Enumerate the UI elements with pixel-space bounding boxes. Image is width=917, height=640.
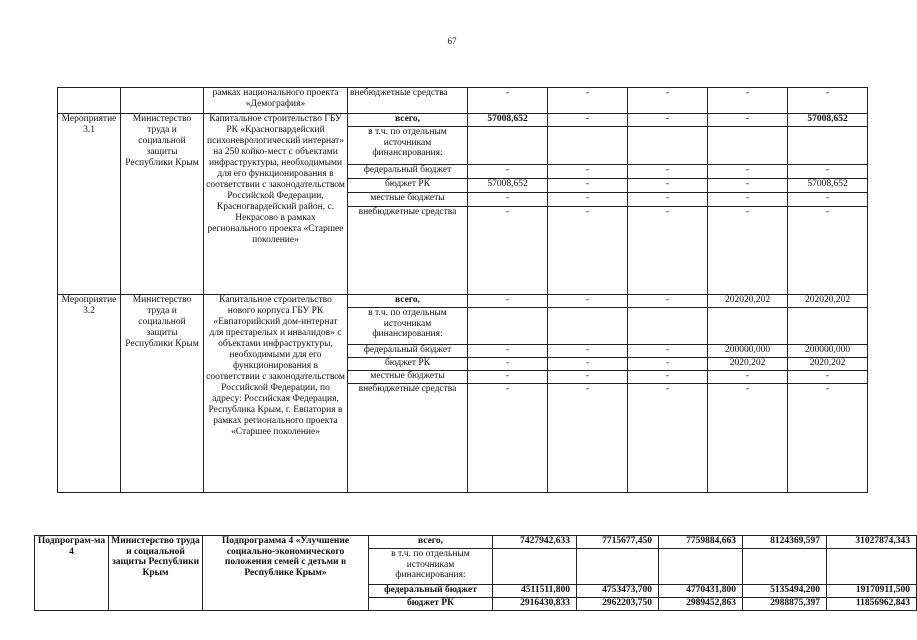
value-cell: 57008,652: [788, 179, 868, 193]
value-cell: 2916430,833: [493, 598, 577, 611]
source-cell: в т.ч. по отдельным источникам финансирования:: [348, 127, 468, 165]
value-cell: -: [468, 165, 548, 179]
value-cell: -: [548, 114, 628, 127]
value-cell: -: [548, 193, 628, 207]
value-cell: [708, 308, 788, 345]
value-cell: -: [468, 371, 548, 384]
source-cell: в т.ч. по отдельным источникам финансирования:: [348, 308, 468, 345]
value-cell: [628, 308, 708, 345]
value-cell: [468, 308, 548, 345]
source-cell: бюджет РК: [348, 179, 468, 193]
description-cell: Капитальное строительство ГБУ РК «Красногвардейский психоневрологический интернат» на 250 койко-мест с объектами инфраструктуры, необходимыми для его функционирования в соответствии с законодательством Российской Федерации, Красногвардейский район, с. Некрасово в рамках регионального проекта «Старшее поколение»: [204, 114, 348, 295]
source-cell: федеральный бюджет: [369, 585, 493, 598]
value-cell: -: [788, 371, 868, 384]
value-cell: -: [628, 358, 708, 371]
value-cell: 4753473,700: [577, 585, 659, 598]
value-cell: 2988875,397: [743, 598, 827, 611]
value-cell: -: [468, 358, 548, 371]
source-cell: бюджет РК: [369, 598, 493, 611]
value-cell: -: [708, 165, 788, 179]
value-cell: 57008,652: [468, 179, 548, 193]
value-cell: 200000,000: [788, 345, 868, 358]
value-cell: -: [548, 358, 628, 371]
measure-name-cell: Мероприятие 3.2: [58, 295, 121, 493]
source-cell: бюджет РК: [348, 358, 468, 371]
value-cell: [788, 127, 868, 165]
value-cell: [493, 549, 577, 585]
value-cell: 7427942,633: [493, 536, 577, 549]
value-cell: [659, 549, 743, 585]
value-cell: -: [628, 193, 708, 207]
source-cell: местные бюджеты: [348, 193, 468, 207]
value-cell: -: [548, 165, 628, 179]
value-cell: 19170911,500: [827, 585, 917, 598]
value-cell: -: [708, 114, 788, 127]
financing-table-top: [57, 87, 868, 493]
executor-cell: Министерство труда и социальной защиты Республики Крым: [121, 114, 204, 295]
value-cell: -: [548, 384, 628, 493]
value-cell: -: [548, 88, 628, 114]
value-cell: 4511511,800: [493, 585, 577, 598]
value-cell: -: [468, 295, 548, 308]
value-cell: 5135494,200: [743, 585, 827, 598]
value-cell: -: [788, 165, 868, 179]
value-cell: -: [628, 345, 708, 358]
table-row: [58, 88, 868, 114]
value-cell: [548, 127, 628, 165]
value-cell: -: [468, 193, 548, 207]
value-cell: [468, 127, 548, 165]
value-cell: 2020,202: [708, 358, 788, 371]
value-cell: -: [468, 345, 548, 358]
value-cell: 57008,652: [788, 114, 868, 127]
value-cell: -: [788, 384, 868, 493]
value-cell: -: [628, 384, 708, 493]
source-cell: федеральный бюджет: [348, 165, 468, 179]
value-cell: [788, 308, 868, 345]
value-cell: -: [708, 193, 788, 207]
value-cell: 202020,202: [708, 295, 788, 308]
table-row: [58, 114, 868, 127]
source-cell: федеральный бюджет: [348, 345, 468, 358]
value-cell: -: [468, 88, 548, 114]
value-cell: 7759884,663: [659, 536, 743, 549]
value-cell: [827, 549, 917, 585]
value-cell: -: [628, 179, 708, 193]
value-cell: 11856962,843: [827, 598, 917, 611]
executor-cell: Министерство труда и социальной защиты Республики Крым: [109, 536, 203, 611]
value-cell: -: [548, 179, 628, 193]
source-cell: внебюджетные средства: [348, 384, 468, 493]
value-cell: -: [708, 384, 788, 493]
subprogram-name-cell: Подпрограм-ма 4: [35, 536, 109, 611]
value-cell: [628, 127, 708, 165]
value-cell: 202020,202: [788, 295, 868, 308]
description-cell: Капитальное строительство нового корпуса ГБУ РК «Евпаторийский дом-интернат для престарелых и инвалидов» с объектами инфраструктуры, необходимыми для его функционирования в соответствии с законодательством Российской Федерации, по адресу: Российская Федерация, Республика Крым, г. Евпатория в рамках регионального проекта «Старшее поколение»: [204, 295, 348, 493]
value-cell: [708, 127, 788, 165]
source-cell: внебюджетные средства: [348, 207, 468, 295]
value-cell: -: [628, 295, 708, 308]
value-cell: -: [468, 384, 548, 493]
table-row: [35, 536, 917, 549]
value-cell: 200000,000: [708, 345, 788, 358]
value-cell: 8124369,597: [743, 536, 827, 549]
description-cell: рамках национального проекта «Демография»: [204, 88, 348, 114]
value-cell: -: [788, 193, 868, 207]
value-cell: 2962203,750: [577, 598, 659, 611]
executor-cell: [121, 88, 204, 114]
value-cell: -: [708, 88, 788, 114]
source-cell: в т.ч. по отдельным источникам финансирования:: [369, 549, 493, 585]
value-cell: -: [628, 114, 708, 127]
source-cell: всего,: [348, 114, 468, 127]
value-cell: -: [548, 295, 628, 308]
value-cell: [743, 549, 827, 585]
executor-cell: Министерство труда и социальной защиты Республики Крым: [121, 295, 204, 493]
value-cell: 2020,202: [788, 358, 868, 371]
value-cell: -: [628, 371, 708, 384]
value-cell: -: [628, 88, 708, 114]
measure-name-cell: [58, 88, 121, 114]
value-cell: -: [548, 207, 628, 295]
value-cell: 57008,652: [468, 114, 548, 127]
value-cell: 7715677,450: [577, 536, 659, 549]
value-cell: -: [708, 207, 788, 295]
table-row: [58, 295, 868, 308]
value-cell: 2989452,863: [659, 598, 743, 611]
description-cell: Подпрограмма 4 «Улучшение социально-экономического положения семей с детьми в Республике Крым»: [203, 536, 369, 611]
source-cell: всего,: [348, 295, 468, 308]
source-cell: местные бюджеты: [348, 371, 468, 384]
value-cell: -: [468, 207, 548, 295]
value-cell: -: [628, 165, 708, 179]
value-cell: [548, 308, 628, 345]
value-cell: -: [708, 179, 788, 193]
measure-name-cell: Мероприятие 3.1: [58, 114, 121, 295]
financing-table-subprogram: [34, 535, 917, 611]
value-cell: [577, 549, 659, 585]
value-cell: 31027874,343: [827, 536, 917, 549]
source-cell: всего,: [369, 536, 493, 549]
value-cell: -: [788, 207, 868, 295]
page-number: 67: [447, 36, 457, 46]
value-cell: 4770431,800: [659, 585, 743, 598]
value-cell: -: [548, 345, 628, 358]
value-cell: -: [628, 207, 708, 295]
value-cell: -: [788, 88, 868, 114]
source-cell: внебюджетные средства: [348, 88, 468, 114]
value-cell: -: [708, 371, 788, 384]
value-cell: -: [548, 371, 628, 384]
